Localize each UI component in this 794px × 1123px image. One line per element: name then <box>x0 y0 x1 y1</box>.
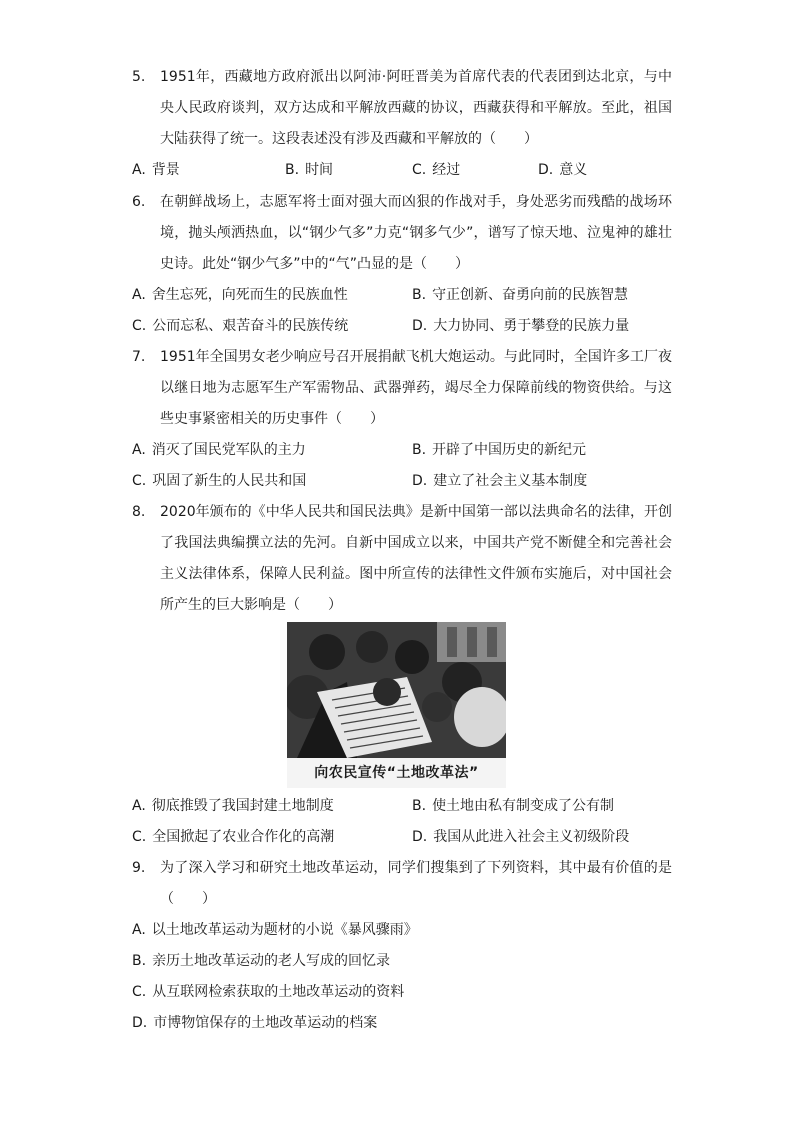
option-text: 时间 <box>305 162 334 178</box>
option-text: 公而忘私、艰苦奋斗的民族传统 <box>152 318 349 334</box>
question-8 <box>132 497 672 621</box>
option-text: 彻底推毁了我国封建土地制度 <box>151 798 334 814</box>
option-letter: B. <box>285 162 300 178</box>
option-a[interactable] <box>132 155 180 186</box>
option-text: 舍生忘死，向死而生的民族血性 <box>151 287 348 303</box>
option-text: 背景 <box>151 162 180 178</box>
option-d[interactable] <box>412 466 587 497</box>
option-letter: D. <box>132 1015 148 1031</box>
option-letter: A. <box>132 162 146 178</box>
option-text: 开辟了中国历史的新纪元 <box>432 442 587 458</box>
option-letter: C. <box>132 473 147 489</box>
question-text: 为了深入学习和研究土地改革运动，同学们搜集到了下列资料，其中最有价值的是（ ） <box>160 860 672 907</box>
question-9-options <box>132 915 692 1039</box>
option-c[interactable] <box>132 466 306 497</box>
option-c[interactable] <box>132 977 404 1008</box>
option-b[interactable] <box>285 155 333 186</box>
question-number: 9. <box>132 860 146 876</box>
option-b[interactable] <box>412 791 614 822</box>
option-b[interactable] <box>132 946 390 977</box>
option-text: 亲历土地改革运动的老人写成的回忆录 <box>152 953 391 969</box>
land-reform-figure <box>287 622 506 788</box>
option-d[interactable] <box>538 155 587 186</box>
question-9 <box>132 853 672 915</box>
option-letter: A. <box>132 798 146 814</box>
option-a[interactable] <box>132 915 418 946</box>
option-letter: D. <box>412 473 428 489</box>
option-a[interactable] <box>132 791 334 822</box>
question-7-options <box>132 435 692 497</box>
option-letter: C. <box>132 318 147 334</box>
question-5 <box>132 62 672 155</box>
option-c[interactable] <box>132 311 348 342</box>
option-b[interactable] <box>412 280 628 311</box>
option-letter: B. <box>412 442 427 458</box>
option-text: 以土地改革运动为题材的小说《暴风骤雨》 <box>151 922 418 938</box>
question-number: 5. <box>132 69 146 85</box>
option-letter: C. <box>132 829 147 845</box>
option-text: 建立了社会主义基本制度 <box>433 473 588 489</box>
option-d[interactable] <box>412 311 629 342</box>
question-7 <box>132 342 672 435</box>
option-b[interactable] <box>412 435 586 466</box>
option-text: 使土地由私有制变成了公有制 <box>432 798 615 814</box>
question-number: 6. <box>132 194 146 210</box>
option-letter: C. <box>412 162 427 178</box>
option-text: 从互联网检索获取的土地改革运动的资料 <box>152 984 405 1000</box>
option-letter: A. <box>132 287 146 303</box>
figure-caption: 向农民宣传“土地改革法” <box>287 758 506 788</box>
option-c[interactable] <box>132 822 334 853</box>
option-letter: C. <box>132 984 147 1000</box>
option-letter: A. <box>132 922 146 938</box>
question-text: 2020年颁布的《中华人民共和国民法典》是新中国第一部以法典命名的法律，开创了我国法典编撰立法的先河。自新中国成立以来，中国共产党不断健全和完善社会主义法律体系，保障人民利益。图中所宣传的法律性文件颁布实施后，对中国社会所产生的巨大影响是（ ） <box>160 504 672 613</box>
option-d[interactable] <box>132 1008 377 1039</box>
option-text: 全国掀起了农业合作化的高潮 <box>152 829 335 845</box>
question-5-options <box>132 155 692 186</box>
question-6 <box>132 187 672 280</box>
option-letter: D. <box>412 829 428 845</box>
option-d[interactable] <box>412 822 629 853</box>
question-text: 1951年，西藏地方政府派出以阿沛·阿旺晋美为首席代表的代表团到达北京，与中央人民政府谈判，双方达成和平解放西藏的协议，西藏获得和平解放。至此，祖国大陆获得了统一。这段表述没有涉及西藏和平解放的（ ） <box>160 69 672 147</box>
photo-illustration <box>287 622 506 758</box>
option-letter: B. <box>412 287 427 303</box>
option-text: 巩固了新生的人民共和国 <box>152 473 307 489</box>
option-text: 意义 <box>559 162 588 178</box>
question-number: 8. <box>132 504 146 520</box>
question-8-options <box>132 791 692 853</box>
question-number: 7. <box>132 349 146 365</box>
land-reform-photo <box>287 622 506 758</box>
option-letter: A. <box>132 442 146 458</box>
option-text: 大力协同、勇于攀登的民族力量 <box>433 318 630 334</box>
option-c[interactable] <box>412 155 460 186</box>
option-letter: D. <box>538 162 554 178</box>
option-letter: B. <box>132 953 147 969</box>
option-text: 守正创新、奋勇向前的民族智慧 <box>432 287 629 303</box>
option-letter: B. <box>412 798 427 814</box>
option-a[interactable] <box>132 280 348 311</box>
option-letter: D. <box>412 318 428 334</box>
option-text: 我国从此进入社会主义初级阶段 <box>433 829 630 845</box>
option-text: 市博物馆保存的土地改革运动的档案 <box>153 1015 378 1031</box>
option-a[interactable] <box>132 435 306 466</box>
question-6-options <box>132 280 692 342</box>
question-text: 1951年全国男女老少响应号召开展捐献飞机大炮运动。与此同时，全国许多工厂夜以继日地为志愿军生产军需物品、武器弹药，竭尽全力保障前线的物资供给。与这些史事紧密相关的历史事件（ ） <box>160 349 672 427</box>
question-text: 在朝鲜战场上，志愿军将士面对强大而凶狠的作战对手，身处恶劣而残酷的战场环境，抛头颅洒热血，以“钢少气多”力克“钢多气少”，谱写了惊天地、泣鬼神的雄壮史诗。此处“钢少气多”中的“气”凸显的是（ ） <box>160 194 672 272</box>
option-text: 经过 <box>432 162 461 178</box>
option-text: 消灭了国民党军队的主力 <box>151 442 306 458</box>
